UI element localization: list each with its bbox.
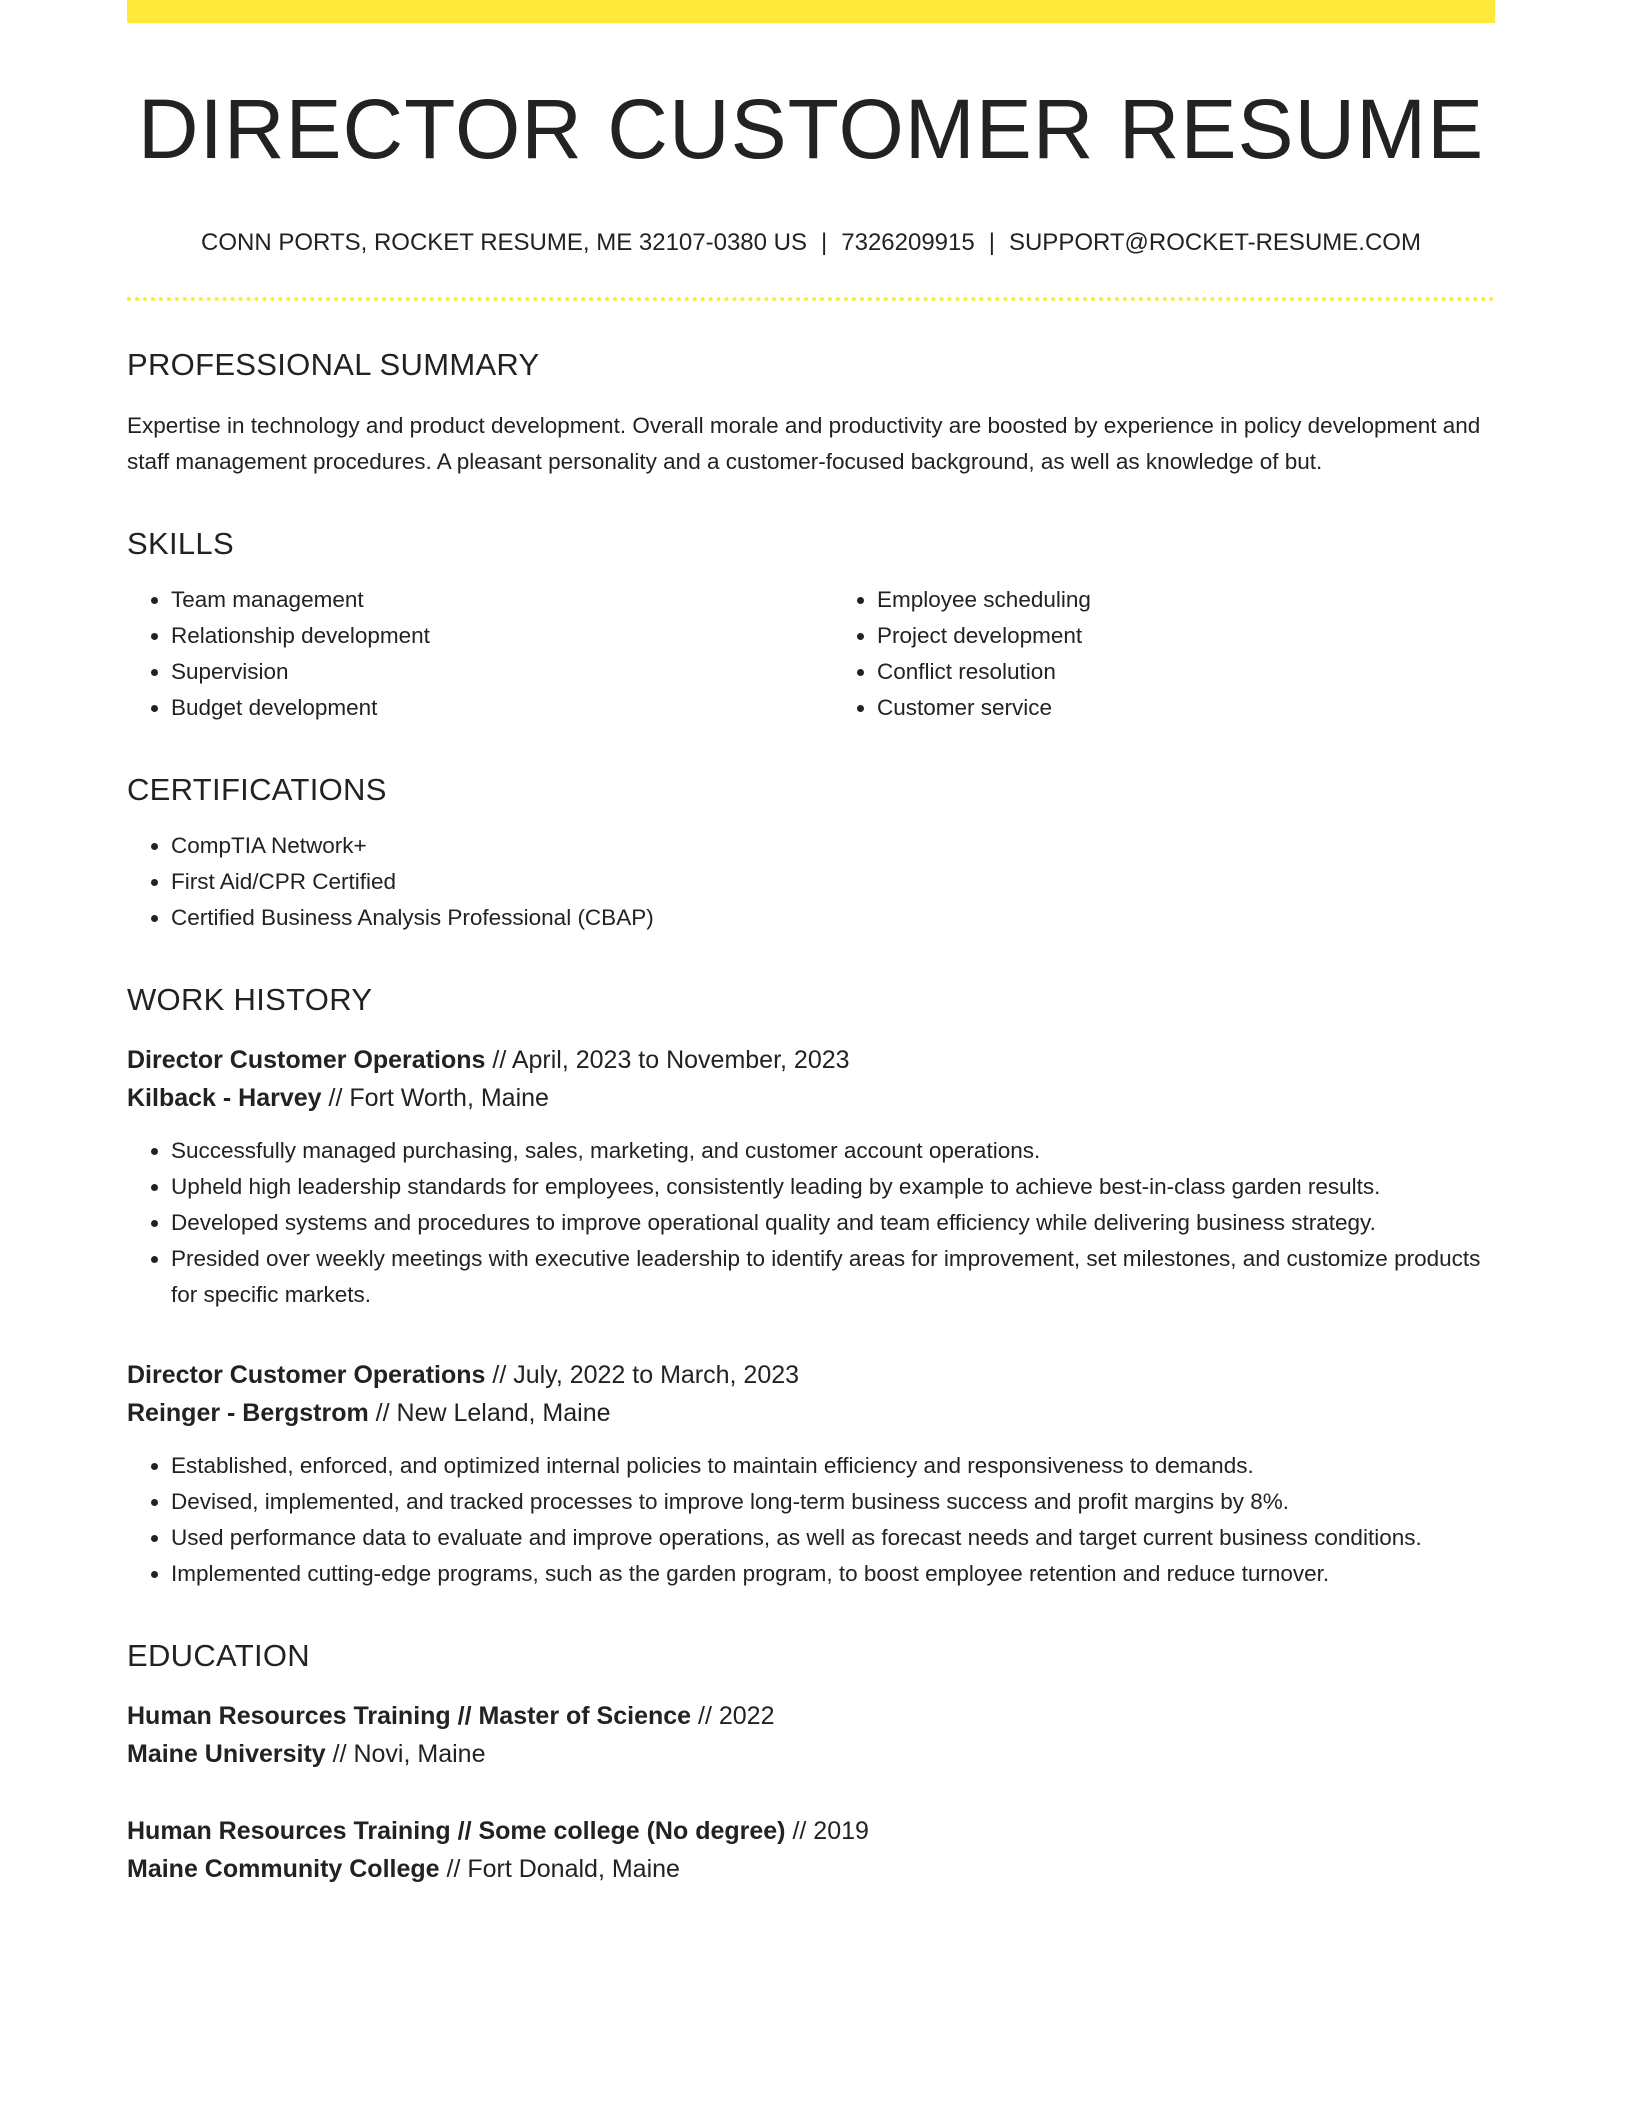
certification-item: • CompTIA Network+ (171, 828, 1495, 864)
certification-item: • Certified Business Analysis Professional (CBAP) (171, 900, 1495, 936)
skills-section (127, 526, 1495, 726)
job-location: // Fort Worth, Maine (328, 1084, 549, 1112)
job-dates: // July, 2022 to March, 2023 (492, 1361, 800, 1389)
work-history-heading: WORK HISTORY (127, 982, 373, 1017)
education-school-line (127, 1740, 1495, 1769)
job-company-line (127, 1399, 1495, 1428)
education-location: // Fort Donald, Maine (446, 1855, 680, 1883)
job-company: Reinger - Bergstrom (127, 1399, 369, 1427)
job-bullets (127, 1448, 1495, 1592)
contact-email: SUPPORT@ROCKET-RESUME.COM (1008, 229, 1421, 256)
education-location: // Novi, Maine (332, 1740, 486, 1768)
skill-item: • Conflict resolution (877, 654, 1495, 690)
education-degree-line (127, 1817, 1495, 1846)
education-school-line (127, 1855, 1495, 1884)
education-section (127, 1638, 1495, 1884)
job-title-line (127, 1361, 1495, 1390)
contact-separator: | (988, 229, 995, 256)
certifications-list (127, 828, 1495, 936)
skill-item: • Project development (877, 618, 1495, 654)
dotted-divider (127, 297, 1495, 301)
job-title: Director Customer Operations (127, 1046, 486, 1074)
job-bullet: • Upheld high leadership standards for employees, consistently leading by example to achieve best-in-class garden results. (171, 1169, 1495, 1205)
education-entry (127, 1702, 1495, 1769)
skill-item: • Relationship development (171, 618, 789, 654)
job-bullet: • Established, enforced, and optimized internal policies to maintain efficiency and responsiveness to demands. (171, 1448, 1495, 1484)
summary-heading: PROFESSIONAL SUMMARY (127, 347, 540, 382)
skills-heading: SKILLS (127, 526, 234, 561)
skill-item: • Budget development (171, 690, 789, 726)
work-history-section (127, 982, 1495, 1592)
job-location: // New Leland, Maine (375, 1399, 611, 1427)
education-year: // 2022 (698, 1702, 775, 1730)
summary-section (127, 347, 1495, 480)
job-entry (127, 1046, 1495, 1313)
certification-item: • First Aid/CPR Certified (171, 864, 1495, 900)
job-dates: // April, 2023 to November, 2023 (492, 1046, 850, 1074)
education-school: Maine Community College (127, 1855, 440, 1883)
resume-title: DIRECTOR CUSTOMER RESUME (137, 82, 1485, 176)
accent-top-bar (127, 0, 1495, 23)
job-bullet: • Devised, implemented, and tracked processes to improve long-term business success and profit margins by 8%. (171, 1484, 1495, 1520)
job-company: Kilback - Harvey (127, 1084, 322, 1112)
job-entry (127, 1361, 1495, 1592)
summary-text: Expertise in technology and product development. Overall morale and productivity are boosted by experience in policy development and staff management procedures. A pleasant personality and a customer-focused background, as well as knowledge of but. (127, 413, 1481, 474)
skill-item: • Customer service (877, 690, 1495, 726)
job-title-line (127, 1046, 1495, 1075)
education-degree: Human Resources Training // Master of Science (127, 1702, 692, 1730)
job-bullet: • Developed systems and procedures to improve operational quality and team efficiency while delivering business strategy. (171, 1205, 1495, 1241)
education-degree-line (127, 1702, 1495, 1731)
contact-address: CONN PORTS, ROCKET RESUME, ME 32107-0380 US (201, 229, 808, 256)
skill-item: • Employee scheduling (877, 582, 1495, 618)
skill-item: • Supervision (171, 654, 789, 690)
skills-grid (127, 582, 1495, 726)
job-bullet: • Successfully managed purchasing, sales, marketing, and customer account operations. (171, 1133, 1495, 1169)
skills-list-left (127, 582, 789, 726)
job-bullets (127, 1133, 1495, 1313)
education-year: // 2019 (792, 1817, 869, 1845)
education-entry (127, 1817, 1495, 1884)
resume-page (127, 0, 1495, 1884)
contact-line (127, 229, 1495, 257)
skills-list-right (833, 582, 1495, 726)
education-degree: Human Resources Training // Some college (No degree) (127, 1817, 786, 1845)
contact-phone: 7326209915 (841, 229, 975, 256)
job-bullet: • Presided over weekly meetings with executive leadership to identify areas for improvement, set milestones, and customize products for specific markets. (171, 1241, 1495, 1313)
job-title: Director Customer Operations (127, 1361, 486, 1389)
education-heading: EDUCATION (127, 1638, 310, 1673)
education-school: Maine University (127, 1740, 326, 1768)
job-bullet: • Implemented cutting-edge programs, such as the garden program, to boost employee retention and reduce turnover. (171, 1556, 1495, 1592)
contact-separator: | (821, 229, 828, 256)
skill-item: • Team management (171, 582, 789, 618)
certifications-section (127, 772, 1495, 936)
job-company-line (127, 1084, 1495, 1113)
certifications-heading: CERTIFICATIONS (127, 772, 387, 807)
job-bullet: • Used performance data to evaluate and improve operations, as well as forecast needs and target current business conditions. (171, 1520, 1495, 1556)
